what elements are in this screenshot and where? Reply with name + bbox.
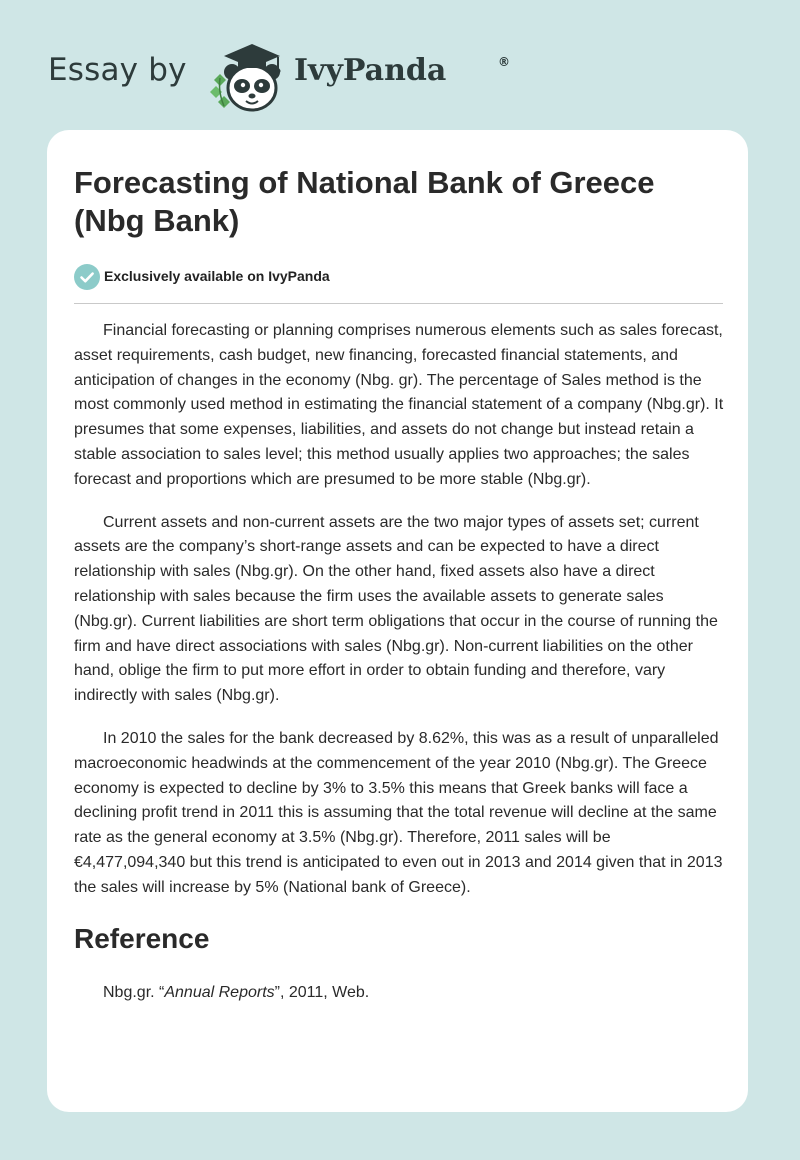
divider (74, 303, 723, 304)
reference-details: ”, 2011, Web. (274, 983, 370, 1001)
ivypanda-logo-icon (202, 36, 294, 116)
reference-entry (74, 981, 724, 1005)
paragraph: Financial forecasting or planning comprises numerous elements such as sales forecast, asset requirements, cash budget, new financing, forecasted financial statements, and anticipation of changes in the economy (Nbg. gr). The percentage of Sales method is the most commonly used method in estimating the financial statement of a company (Nbg.gr). It presumes that some expenses, liabilities, and assets do not change but instead retain a stable association to sales level; this method usually applies two approaches; the sales forecast and proportions which are presumed to be more stable (Nbg.gr). (74, 322, 724, 488)
paragraph: Current assets and non-current assets are the two major types of assets set; current assets are the company’s short-range assets and can be expected to have a direct relationship with sales (Nbg.gr). On the other hand, fixed assets also have a direct relationship with sales because the firm uses the available assets to generate sales (Nbg.gr). Current liabilities are short term obligations that occur in the course of running the firm and have direct associations with sales (Nbg.gr). Non-current liabilities on the other hand, oblige the firm to put more effort in order to obtain funding and therefore, vary indirectly with sales (Nbg.gr). (74, 513, 718, 705)
registered-mark: ® (498, 55, 510, 69)
page-title: Forecasting of National Bank of Greece (Nbg Bank) (74, 165, 655, 238)
reference-heading: Reference (74, 922, 210, 954)
reference-author: Nbg.gr. “ (103, 983, 165, 1001)
paragraph: In 2010 the sales for the bank decreased by 8.62%, this was as a result of unparalleled macroeconomic headwinds at the commencement of the year 2010 (Nbg.gr). The Greece economy is expected to decline by 3% to 3.5% this means that Greek banks will face a declining profit trend in 2011 this is assuming that the total revenue will decline at the same rate as the general economy at 3.5% (Nbg.gr). Therefore, 2011 sales will be €4,477,094,340 but this trend is anticipated to even out in 2013 and 2014 given that in 2013 the sales will increase by 5% (National bank of Greece). (74, 729, 723, 896)
badge-label: Exclusively available on IvyPanda (104, 268, 330, 284)
check-circle-icon (74, 264, 100, 290)
essay-body (74, 319, 724, 1005)
brand-name: IvyPanda (294, 53, 447, 88)
reference-title: Annual Reports (164, 983, 275, 1001)
essay-card (47, 130, 748, 1112)
brand-header[interactable] (48, 36, 510, 116)
brand-prefix: Essay by (48, 52, 187, 88)
